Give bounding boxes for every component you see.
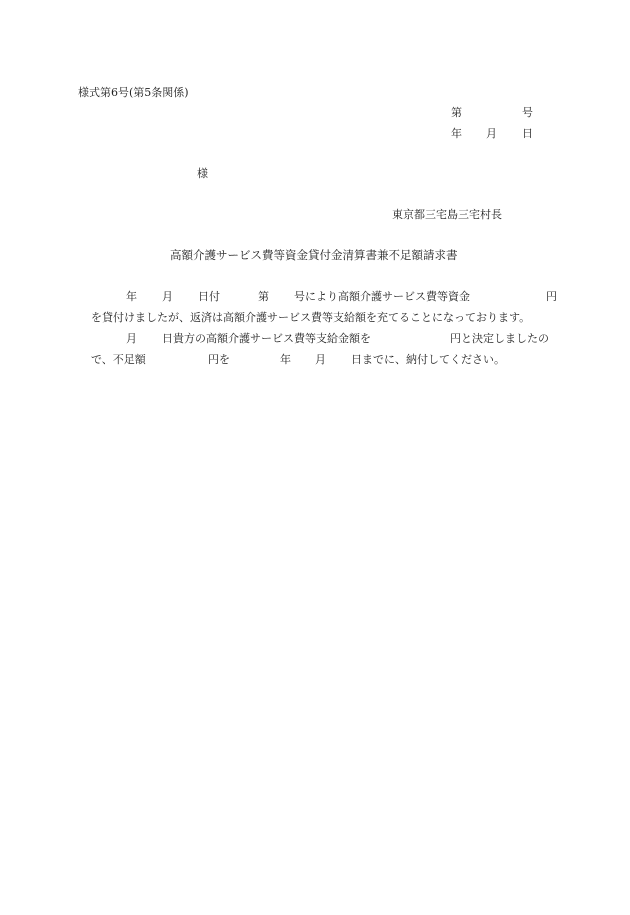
body-l1-dated: 日付 [198, 290, 220, 303]
body-l1-month: 月 [162, 290, 173, 303]
body-l3-month: 月 [126, 332, 137, 345]
body-l3-yen-text: 円と決定しましたの [450, 332, 549, 345]
body-l4-month: 月 [315, 353, 326, 366]
doc-number-dai: 第 [451, 106, 462, 119]
body-l4-yen: 円を [208, 353, 230, 366]
doc-date-month: 月 [486, 127, 497, 140]
form-number: 様式第6号(第5条関係) [78, 86, 189, 99]
doc-date-day: 日 [522, 127, 533, 140]
doc-date-year: 年 [451, 127, 462, 140]
body-l4-shortfall: で、不足額 [91, 353, 146, 366]
body-l1-yen: 円 [546, 290, 557, 303]
body-l4-text: 日までに、納付してください。 [351, 353, 505, 366]
body-l2: を貸付けましたが、返済は高額介護サービス費等支給額を充てることになっております。 [91, 311, 531, 324]
doc-number-go: 号 [522, 106, 533, 119]
sender-name: 東京都三宅島三宅村長 [392, 208, 502, 221]
addressee-sama: 様 [197, 167, 208, 180]
body-l4-year: 年 [280, 353, 291, 366]
document-title: 高額介護サービス費等資金貸付金清算書兼不足額請求書 [170, 248, 458, 262]
body-l1-dai: 第 [258, 290, 269, 303]
body-l3-text: 日貴方の高額介護サービス費等支給金額を [162, 332, 371, 345]
body-l1-year: 年 [126, 290, 137, 303]
body-l1-go-text: 号により高額介護サービス費等資金 [294, 290, 470, 303]
